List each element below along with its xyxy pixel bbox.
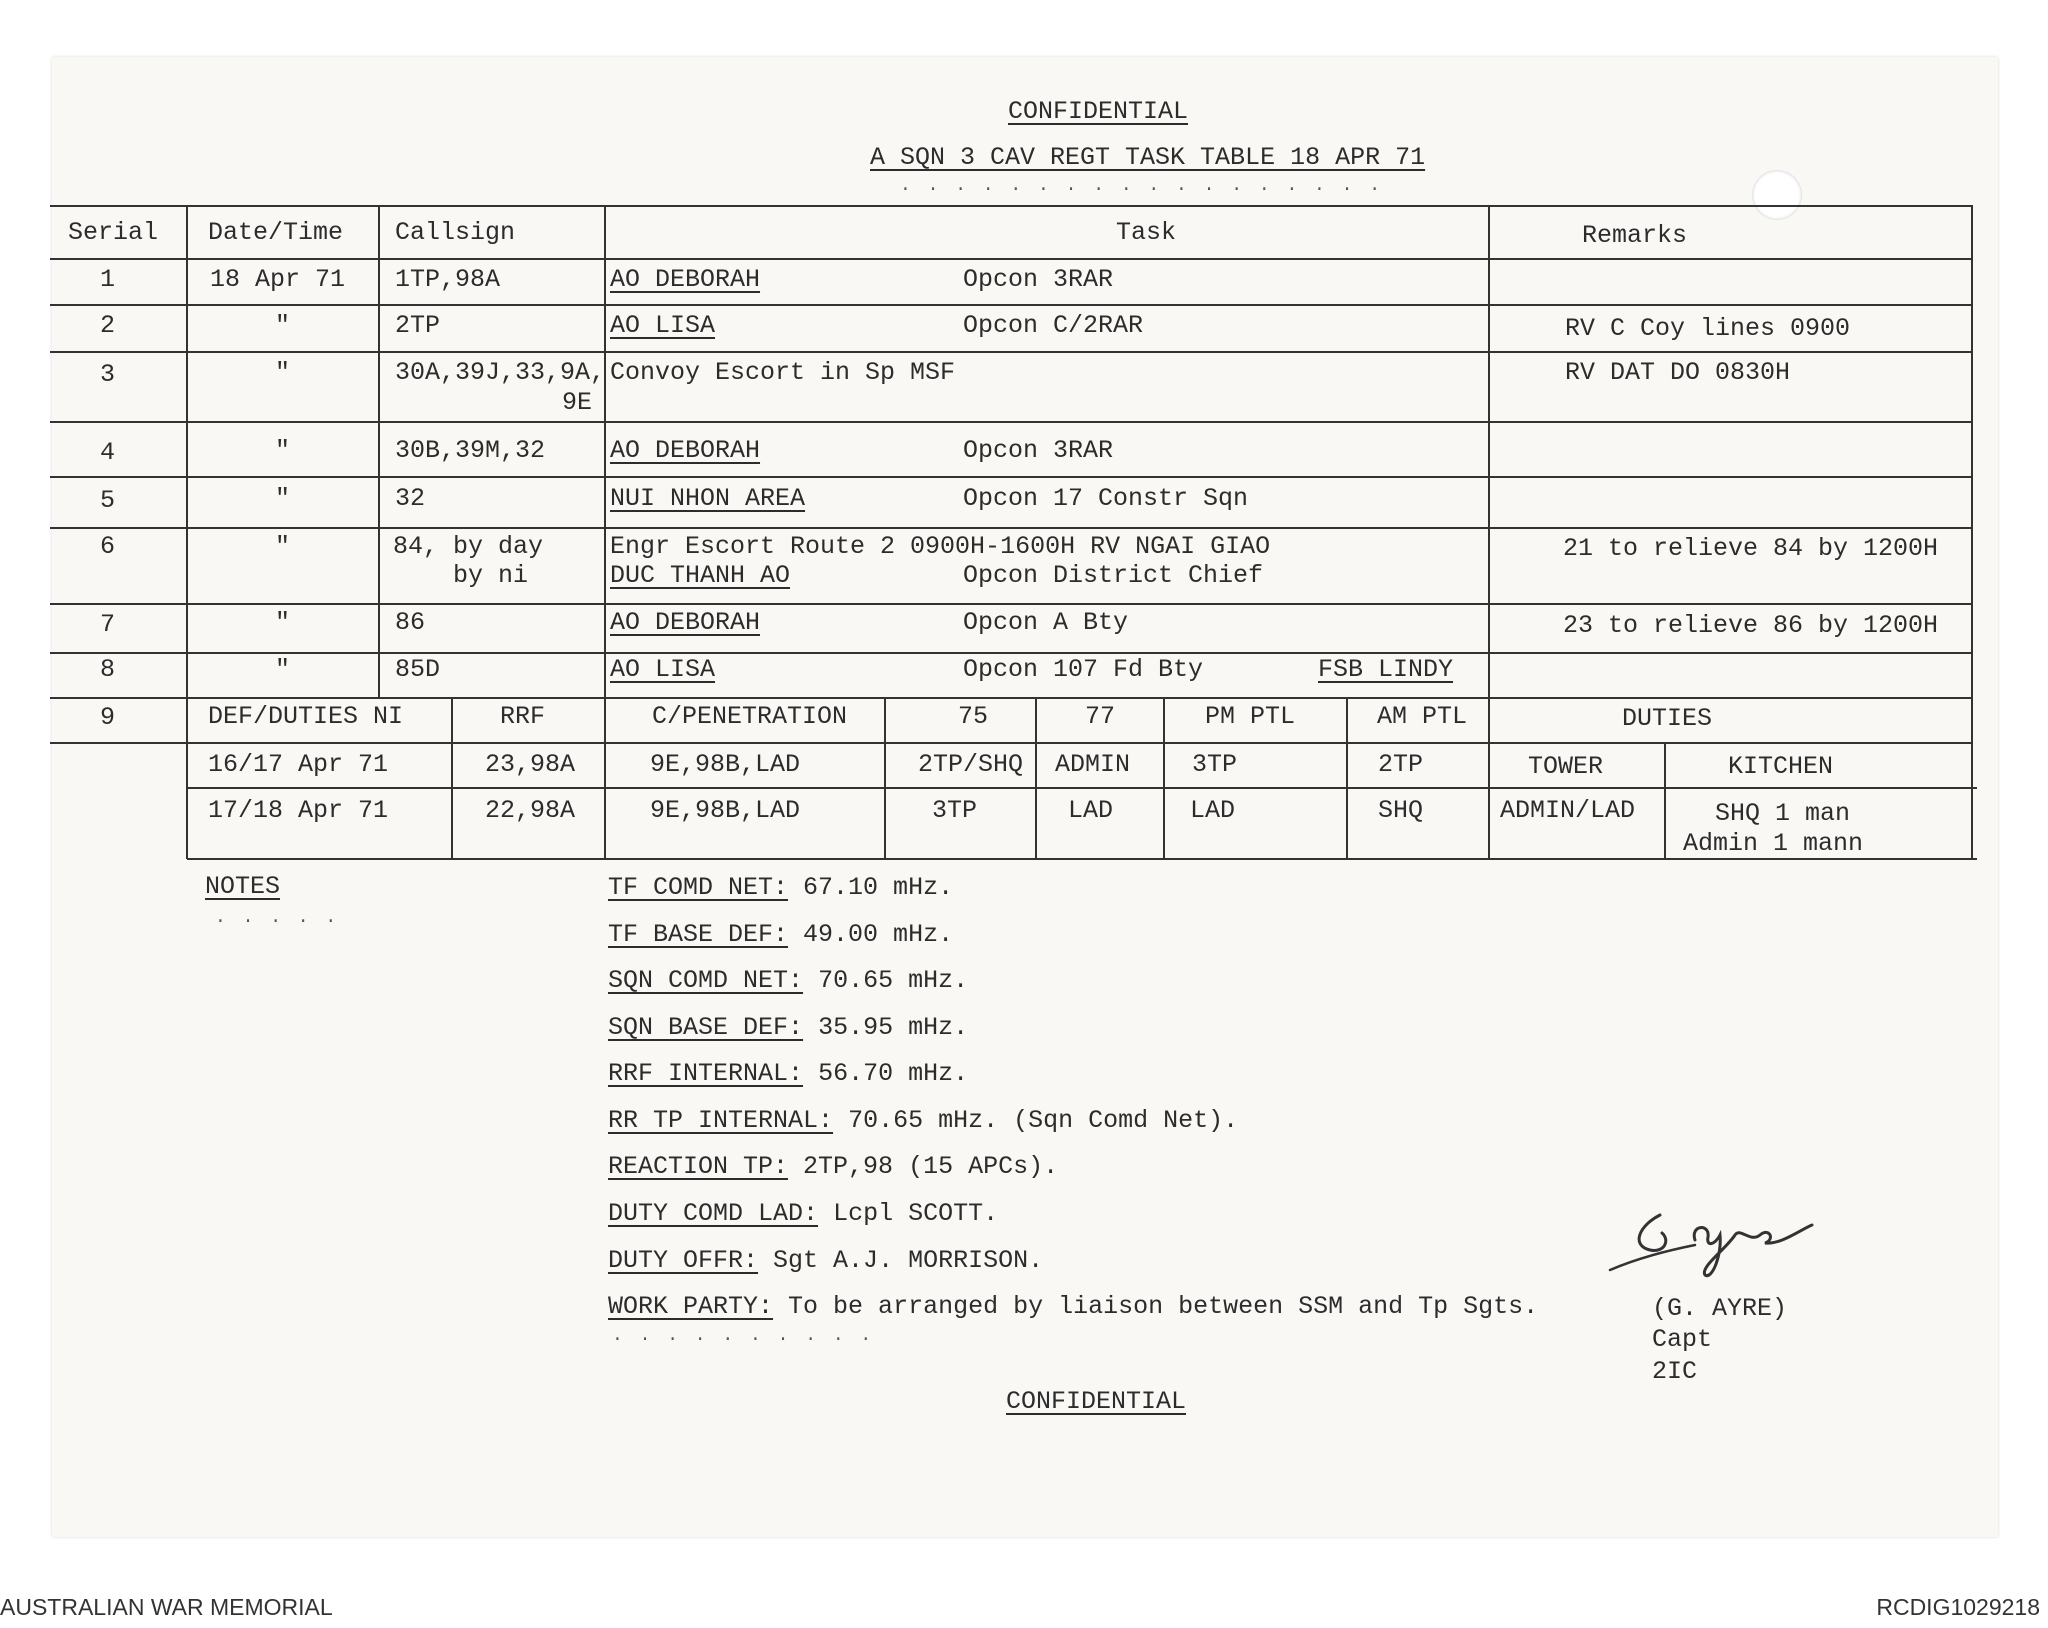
note-rrf-internal: RRF INTERNAL: 56.70 mHz. xyxy=(608,1059,969,1088)
classification-bottom: CONFIDENTIAL xyxy=(1006,1387,1187,1416)
header-task: Task xyxy=(1116,218,1177,247)
note-tf-base-def: TF BASE DEF: 49.00 mHz. xyxy=(608,920,954,949)
duties-header-75: 75 xyxy=(958,702,989,731)
duties-header-am-ptl: AM PTL xyxy=(1377,702,1468,731)
row7-serial: 7 xyxy=(100,610,116,639)
duties-row1-pm: 3TP xyxy=(1192,750,1238,779)
row8-opcon: Opcon 107 Fd Bty xyxy=(963,655,1204,684)
title-dots: · · · · · · · · · · · · · · · · · · xyxy=(900,180,1384,200)
note-sqn-base-def: SQN BASE DEF: 35.95 mHz. xyxy=(608,1013,969,1042)
note-sqn-comd-net: SQN COMD NET: 70.65 mHz. xyxy=(608,966,969,995)
note-tf-comd-net: TF COMD NET: 67.10 mHz. xyxy=(608,873,954,902)
handwritten-signature xyxy=(1600,1195,1850,1285)
row1-task: AO DEBORAH xyxy=(610,265,761,294)
duties-row1-75: 2TP/SHQ xyxy=(918,750,1024,779)
row2-date: " xyxy=(275,311,291,340)
header-date-time: Date/Time xyxy=(208,218,344,247)
row5-date: " xyxy=(275,484,291,513)
row1-serial: 1 xyxy=(100,265,116,294)
row2-remarks: RV C Coy lines 0900 xyxy=(1565,314,1851,343)
header-serial: Serial xyxy=(68,218,159,247)
row7-callsign: 86 xyxy=(395,608,426,637)
duties-header-duties: DUTIES xyxy=(1622,704,1713,733)
row4-serial: 4 xyxy=(100,438,116,467)
row4-task: AO DEBORAH xyxy=(610,436,761,465)
signature-rank: Capt xyxy=(1652,1325,1713,1354)
footer-id: RCDIG1029218 xyxy=(1876,1594,2040,1620)
row5-callsign: 32 xyxy=(395,484,426,513)
row3-task: Convoy Escort in Sp MSF xyxy=(610,358,956,387)
row7-opcon: Opcon A Bty xyxy=(963,608,1129,637)
row8-fsb: FSB LINDY xyxy=(1318,655,1454,684)
row4-date: " xyxy=(275,436,291,465)
row6-opcon: Opcon District Chief xyxy=(963,561,1264,590)
duties-row2-rrf: 22,98A xyxy=(485,796,576,825)
punch-hole xyxy=(1752,170,1802,220)
signature-name: (G. AYRE) xyxy=(1652,1294,1788,1323)
row2-task: AO LISA xyxy=(610,311,716,340)
row8-date: " xyxy=(275,655,291,684)
row8-callsign: 85D xyxy=(395,655,441,684)
row8-serial: 8 xyxy=(100,655,116,684)
row3-remarks: RV DAT DO 0830H xyxy=(1565,358,1791,387)
duties-header-def: DEF/DUTIES NI xyxy=(208,702,404,731)
row8-task: AO LISA xyxy=(610,655,716,684)
row6-callsign: 84, by day xyxy=(393,532,544,561)
row6-remarks: 21 to relieve 84 by 1200H xyxy=(1563,534,1939,563)
note-duty-comd-lad: DUTY COMD LAD: Lcpl SCOTT. xyxy=(608,1199,999,1228)
row6-date: " xyxy=(275,532,291,561)
notes-heading: NOTES xyxy=(205,872,281,901)
row5-task: NUI NHON AREA xyxy=(610,484,806,513)
row7-remarks: 23 to relieve 86 by 1200H xyxy=(1563,611,1939,640)
duties-row2-75: 3TP xyxy=(932,796,978,825)
duties-row1-pen: 9E,98B,LAD xyxy=(650,750,801,779)
row3-callsign: 30A,39J,33,9A, xyxy=(395,358,606,387)
row6-serial: 6 xyxy=(100,532,116,561)
row2-opcon: Opcon C/2RAR xyxy=(963,311,1144,340)
duties-header-penetration: C/PENETRATION xyxy=(652,702,848,731)
duties-row1-date: 16/17 Apr 71 xyxy=(208,750,389,779)
row7-date: " xyxy=(275,608,291,637)
duties-kitchen-header: KITCHEN xyxy=(1728,752,1834,781)
row5-opcon: Opcon 17 Constr Sqn xyxy=(963,484,1249,513)
row4-callsign: 30B,39M,32 xyxy=(395,436,546,465)
duties-row2-date: 17/18 Apr 71 xyxy=(208,796,389,825)
duties-row2-kitchen: SHQ 1 man xyxy=(1715,799,1851,828)
row7-task: AO DEBORAH xyxy=(610,608,761,637)
classification-top: CONFIDENTIAL xyxy=(1008,97,1189,126)
row4-opcon: Opcon 3RAR xyxy=(963,436,1114,465)
note-reaction-tp: REACTION TP: 2TP,98 (15 APCs). xyxy=(608,1152,1059,1181)
duties-row2-am: SHQ xyxy=(1378,796,1424,825)
footer-source: AUSTRALIAN WAR MEMORIAL xyxy=(0,1594,333,1620)
duties-row2-77: LAD xyxy=(1068,796,1114,825)
row1-callsign: 1TP,98A xyxy=(395,265,501,294)
row6-task: Engr Escort Route 2 0900H-1600H RV NGAI GIAO xyxy=(610,532,1271,561)
note-work-party: WORK PARTY: To be arranged by liaison between SSM and Tp Sgts. xyxy=(608,1292,1539,1321)
duties-row1-rrf: 23,98A xyxy=(485,750,576,779)
row2-callsign: 2TP xyxy=(395,311,441,340)
duties-row1-77: ADMIN xyxy=(1055,750,1131,779)
work-party-dots: · · · · · · · · · · xyxy=(612,1330,875,1350)
row1-date: 18 Apr 71 xyxy=(210,265,346,294)
signature-role: 2IC xyxy=(1652,1357,1698,1386)
row3-date: " xyxy=(275,358,291,387)
duties-row2-pm: LAD xyxy=(1190,796,1236,825)
row2-serial: 2 xyxy=(100,311,116,340)
duties-header-rrf: RRF xyxy=(500,702,546,731)
duties-row2-kitchen-cont: Admin 1 mann xyxy=(1683,829,1864,858)
note-duty-offr: DUTY OFFR: Sgt A.J. MORRISON. xyxy=(608,1246,1044,1275)
header-remarks: Remarks xyxy=(1582,221,1688,250)
row6-callsign-cont: by ni xyxy=(453,561,529,590)
row6-task-cont: DUC THANH AO xyxy=(610,561,791,590)
duties-tower-header: TOWER xyxy=(1528,752,1604,781)
duties-header-pm-ptl: PM PTL xyxy=(1205,702,1296,731)
duties-header-77: 77 xyxy=(1085,702,1116,731)
row9-serial: 9 xyxy=(100,703,116,732)
document-title: A SQN 3 CAV REGT TASK TABLE 18 APR 71 xyxy=(870,143,1426,172)
duties-row2-tower: ADMIN/LAD xyxy=(1500,796,1636,825)
header-callsign: Callsign xyxy=(395,218,516,247)
note-rr-tp-internal: RR TP INTERNAL: 70.65 mHz. (Sqn Comd Net). xyxy=(608,1106,1239,1135)
duties-row2-pen: 9E,98B,LAD xyxy=(650,796,801,825)
notes-dots: · · · · · xyxy=(215,912,340,932)
row1-opcon: Opcon 3RAR xyxy=(963,265,1114,294)
row5-serial: 5 xyxy=(100,486,116,515)
row3-serial: 3 xyxy=(100,360,116,389)
duties-row1-am: 2TP xyxy=(1378,750,1424,779)
row3-callsign-cont: 9E xyxy=(562,388,593,417)
